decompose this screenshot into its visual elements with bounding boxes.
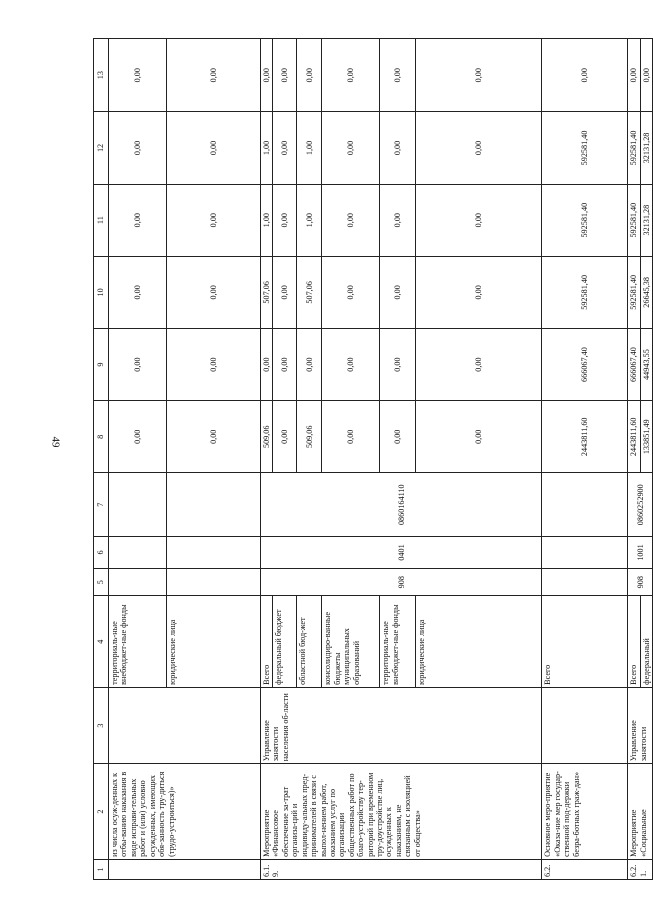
cell-value: 0,00 xyxy=(167,328,261,400)
col-header: 10 xyxy=(94,256,109,328)
cell-value: 0,00 xyxy=(261,328,273,400)
cell-value: 592581,40 xyxy=(542,256,628,328)
col-header: 8 xyxy=(94,401,109,473)
cell-value: 0,00 xyxy=(109,328,167,400)
cell-source: Всего xyxy=(628,596,640,687)
cell-grbs: 908 xyxy=(628,568,653,596)
cell-value: 2443811,60 xyxy=(542,401,628,473)
cell-value: 0,00 xyxy=(416,256,542,328)
cell-value: 0,00 xyxy=(322,256,380,328)
cell-value: 0,00 xyxy=(167,256,261,328)
cell-value: 1,00 xyxy=(261,184,273,256)
cell-value: 0,00 xyxy=(380,401,416,473)
cell-value: 0,00 xyxy=(322,112,380,184)
cell-value: 0,00 xyxy=(322,401,380,473)
cell-csr: 0860252900 xyxy=(628,473,653,537)
cell-value: 0,00 xyxy=(167,184,261,256)
cell-value: 0,00 xyxy=(416,401,542,473)
cell-value: 0,00 xyxy=(322,39,380,112)
col-header: 12 xyxy=(94,112,109,184)
cell-source: федеральный бюджет xyxy=(273,596,297,687)
table-row xyxy=(542,39,628,880)
cell-executor xyxy=(109,687,261,763)
cell-num: 6.1.9. xyxy=(261,859,542,879)
cell-value: 0,00 xyxy=(416,112,542,184)
cell-event-name: Основное меро-приятие «Оказа-ние мер государ-ственной под-держки безра-ботных граж-дан» xyxy=(542,764,628,860)
cell-value: 507,06 xyxy=(297,256,322,328)
cell-source: федеральный xyxy=(640,596,652,687)
cell-value: 133851,49 xyxy=(640,401,652,473)
cell-num: 6.2. xyxy=(542,859,628,879)
cell-value: 0,00 xyxy=(273,401,297,473)
col-header: 9 xyxy=(94,328,109,400)
cell-value: 0,00 xyxy=(322,328,380,400)
cell-csr xyxy=(167,473,261,537)
cell-value: 26645,38 xyxy=(640,256,652,328)
cell-value: 0,00 xyxy=(261,39,273,112)
col-header: 4 xyxy=(94,596,109,687)
cell-source: юридические лица xyxy=(167,596,261,687)
cell-source: территориаль-ные внебюджет-ные фонды xyxy=(109,596,167,687)
cell-value: 0,00 xyxy=(273,256,297,328)
cell-value: 0,00 xyxy=(167,112,261,184)
cell-value: 0,00 xyxy=(380,328,416,400)
cell-value: 32131,28 xyxy=(640,184,652,256)
cell-value: 0,00 xyxy=(380,112,416,184)
cell-num: 6.2.1. xyxy=(628,859,653,879)
cell-value: 509,06 xyxy=(261,401,273,473)
cell-source: территориаль-ные внебюджет-ные фонды xyxy=(380,596,416,687)
cell-grbs xyxy=(109,568,167,596)
budget-table xyxy=(93,38,653,880)
cell-source: консолидиро-ванные бюджеты муниципальных образований xyxy=(322,596,380,687)
cell-event-name: Мероприятие «Финансовое обеспечение за-трат организа-ций и индивиду-альных пред-принимателей в связи с выпол-нением работ, оказанием услуг по организации общественных работ по благо-устройству тер-риторий при временном тру-доустройстве лиц, осужденных к наказаниям, не связанным с изоляцией от общества» xyxy=(261,764,542,860)
cell-value: 0,00 xyxy=(297,39,322,112)
cell-csr: 0860164110 xyxy=(261,473,542,537)
cell-rz: 0401 xyxy=(261,537,542,569)
cell-value: 666067,40 xyxy=(628,328,640,400)
cell-rz xyxy=(542,537,628,569)
cell-value: 0,00 xyxy=(416,184,542,256)
page-number: 49 xyxy=(49,436,62,448)
cell-source: Всего xyxy=(261,596,273,687)
cell-value: 0,00 xyxy=(628,39,640,112)
cell-value: 0,00 xyxy=(273,184,297,256)
cell-value: 507,06 xyxy=(261,256,273,328)
cell-executor: Управление занятости населения об-ласти xyxy=(261,687,542,763)
table-row xyxy=(628,39,640,880)
cell-value: 0,00 xyxy=(542,39,628,112)
cell-rz: 1001 xyxy=(628,537,653,569)
cell-value: 0,00 xyxy=(167,401,261,473)
cell-grbs xyxy=(167,568,261,596)
cell-csr xyxy=(109,473,167,537)
cell-value: 44943,55 xyxy=(640,328,652,400)
cell-value: 592581,40 xyxy=(628,112,640,184)
col-header: 13 xyxy=(94,39,109,112)
cell-executor xyxy=(542,687,628,763)
cell-value: 592581,40 xyxy=(542,112,628,184)
cell-value: 0,00 xyxy=(109,112,167,184)
cell-value: 0,00 xyxy=(167,39,261,112)
cell-value: 0,00 xyxy=(297,328,322,400)
cell-value: 0,00 xyxy=(380,256,416,328)
cell-value: 0,00 xyxy=(273,112,297,184)
cell-source: Всего xyxy=(542,596,628,687)
cell-value: 0,00 xyxy=(380,39,416,112)
col-header: 2 xyxy=(94,764,109,860)
table-row xyxy=(261,39,273,880)
cell-source: юридические лица xyxy=(416,596,542,687)
column-number-row xyxy=(94,39,109,880)
cell-rz xyxy=(167,537,261,569)
cell-value: 1,00 xyxy=(261,112,273,184)
cell-value: 0,00 xyxy=(322,184,380,256)
cell-value: 592581,40 xyxy=(542,184,628,256)
cell-grbs: 908 xyxy=(261,568,542,596)
page-sheet xyxy=(93,38,651,880)
cell-value: 592581,40 xyxy=(628,256,640,328)
cell-rz xyxy=(109,537,167,569)
cell-value: 592581,40 xyxy=(628,184,640,256)
col-header: 6 xyxy=(94,537,109,569)
cell-value: 0,00 xyxy=(416,328,542,400)
col-header: 11 xyxy=(94,184,109,256)
cell-value: 0,00 xyxy=(109,39,167,112)
cell-value: 1,00 xyxy=(297,112,322,184)
cell-executor: Управление занятости xyxy=(628,687,653,763)
cell-value: 509,06 xyxy=(297,401,322,473)
cell-value: 32131,28 xyxy=(640,112,652,184)
cell-source: областной бюд-жет xyxy=(297,596,322,687)
cell-value: 0,00 xyxy=(416,39,542,112)
cell-value: 2443811,60 xyxy=(628,401,640,473)
col-header: 7 xyxy=(94,473,109,537)
cell-value: 0,00 xyxy=(380,184,416,256)
cell-value: 0,00 xyxy=(273,39,297,112)
cell-grbs xyxy=(542,568,628,596)
cell-value: 0,00 xyxy=(640,39,652,112)
cell-value: 0,00 xyxy=(109,401,167,473)
cell-value: 1,00 xyxy=(297,184,322,256)
cell-value: 0,00 xyxy=(109,184,167,256)
cell-value: 0,00 xyxy=(273,328,297,400)
cell-csr xyxy=(542,473,628,537)
col-header: 5 xyxy=(94,568,109,596)
col-header: 3 xyxy=(94,687,109,763)
col-header: 1 xyxy=(94,859,109,879)
table-row xyxy=(109,39,167,880)
cell-event-name: из числа осуж-денных к отбы-ванию наказания в виде исправи-тельных работ и (или) условно осужденных, имеющих обя-занность тру-диться (трудо-устроиться)» xyxy=(109,764,261,860)
cell-event-name: Мероприятие «Социальные xyxy=(628,764,653,860)
cell-value: 666067,40 xyxy=(542,328,628,400)
cell-num xyxy=(109,859,261,879)
rotated-table-wrapper xyxy=(93,38,651,880)
cell-value: 0,00 xyxy=(109,256,167,328)
